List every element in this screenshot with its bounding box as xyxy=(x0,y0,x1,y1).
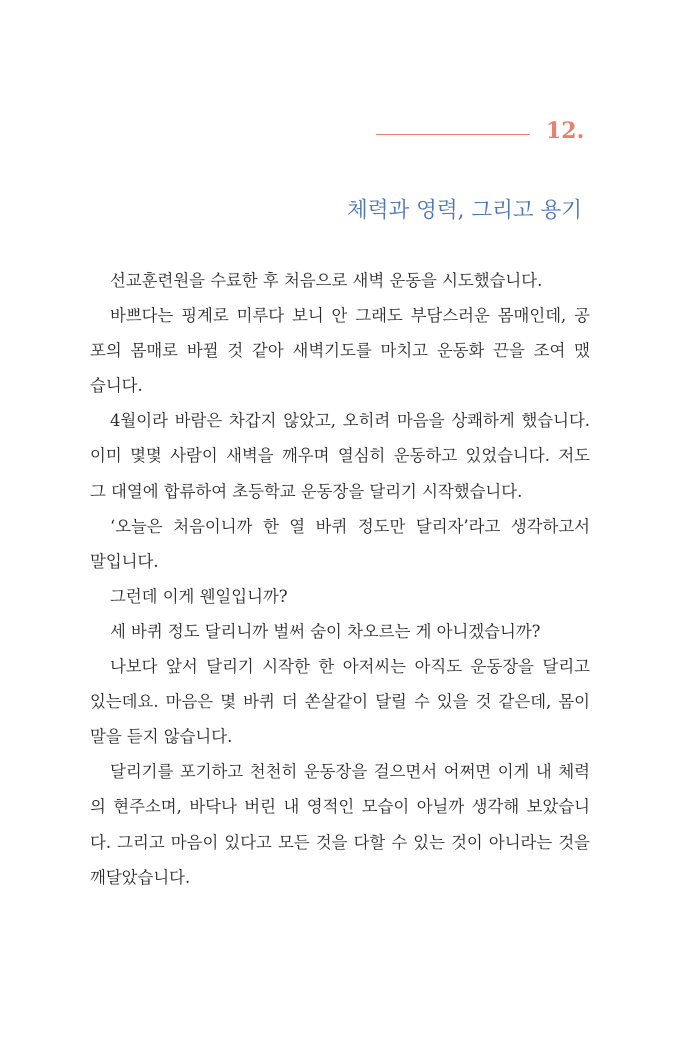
paragraph-line: ‘오늘은 처음이니까 한 열 바퀴 정도만 달리자’라고 생각하고서 xyxy=(110,516,590,536)
paragraph-line: 그런데 이게 웬일입니까? xyxy=(110,586,288,606)
paragraph-line: 다. 그리고 마음이 있다고 모든 것을 다할 수 있는 것이 아니라는 것을 xyxy=(90,832,590,852)
body-text xyxy=(90,263,590,895)
paragraph-line: 나보다 앞서 달리기 시작한 한 아저씨는 아직도 운동장을 달리고 xyxy=(110,657,590,677)
paragraph-line: 포의 몸매로 바뀔 것 같아 새벽기도를 마치고 운동화 끈을 조여 맸 xyxy=(90,341,590,361)
chapter-number: 12. xyxy=(546,118,585,144)
paragraph-line: 달리기를 포기하고 천천히 운동장을 걸으면서 어쩌면 이게 내 체력 xyxy=(110,762,590,782)
paragraph-line: 깨달았습니다. xyxy=(90,867,191,887)
paragraph-line: 습니다. xyxy=(90,376,143,396)
paragraph-line: 바쁘다는 핑계로 미루다 보니 안 그래도 부담스러운 몸매인데, 공 xyxy=(110,306,590,326)
paragraph-line: 선교훈련원을 수료한 후 처음으로 새벽 운동을 시도했습니다. xyxy=(110,271,543,290)
paragraph-line: 세 바퀴 정도 달리니까 벌써 숨이 차오르는 게 아니겠습니까? xyxy=(110,621,541,641)
paragraph-line: 있는데요. 마음은 몇 바퀴 더 쏜살같이 달릴 수 있을 것 같은데, 몸이 xyxy=(90,692,590,712)
chapter-title: 체력과 영력, 그리고 용기 xyxy=(346,198,582,223)
chapter-divider-line xyxy=(376,134,530,135)
paragraph-line: 4월이라 바람은 차갑지 않았고, 오히려 마음을 상쾌하게 했습니다. xyxy=(110,411,590,431)
paragraph-line: 그 대열에 합류하여 초등학교 운동장을 달리기 시작했습니다. xyxy=(90,481,523,501)
paragraph-line: 의 현주소며, 바닥나 버린 내 영적인 모습이 아닐까 생각해 보았습니 xyxy=(90,797,590,817)
paragraph-line: 이미 몇몇 사람이 새벽을 깨우며 열심히 운동하고 있었습니다. 저도 xyxy=(90,446,590,466)
paragraph-line: 말입니다. xyxy=(90,551,159,571)
paragraph-line: 말을 듣지 않습니다. xyxy=(90,727,233,747)
